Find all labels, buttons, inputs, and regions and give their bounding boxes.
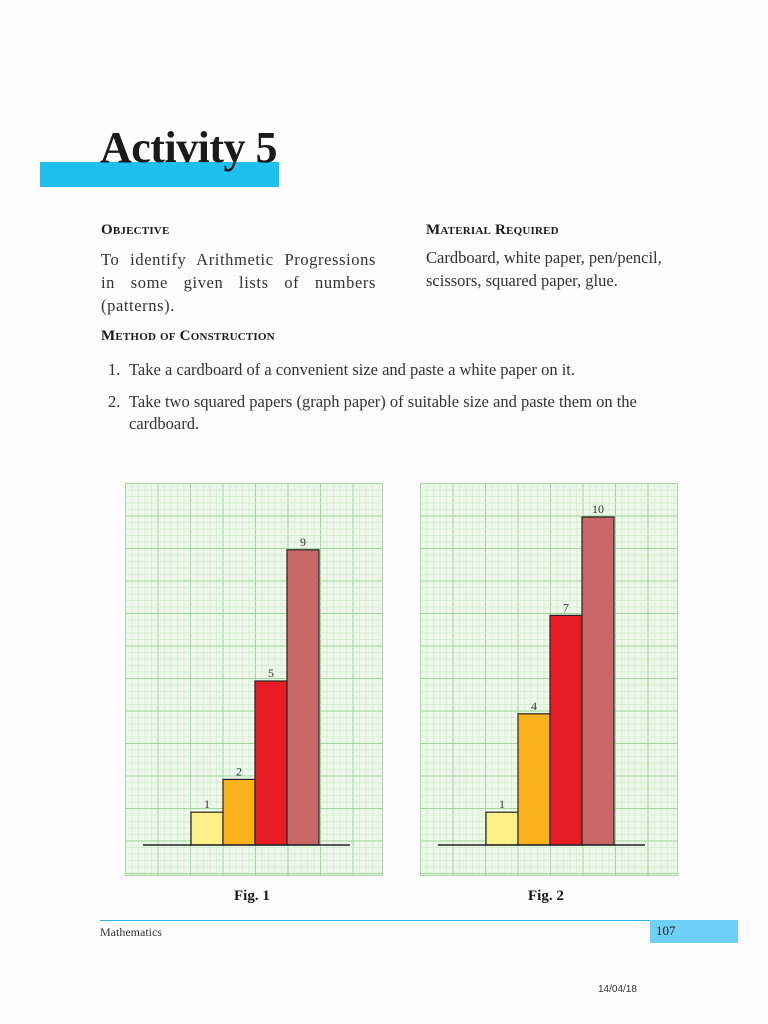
footer-subject: Mathematics [100, 925, 162, 939]
bar-label-9: 9 [300, 534, 306, 549]
bar-7 [550, 615, 582, 845]
bar-1 [191, 812, 223, 845]
method-steps [108, 359, 688, 445]
bar-label-10: 10 [592, 502, 604, 516]
material-heading: Material Required [426, 222, 559, 238]
figure-1-chart [125, 483, 383, 876]
material-text: Cardboard, white paper, pen/pencil, scissors, squared paper, glue. [426, 248, 662, 290]
figure-1-svg [125, 483, 383, 876]
step-text: Take two squared papers (graph paper) of suitable size and paste them on the cardboard. [129, 392, 637, 433]
bar-9 [287, 550, 319, 845]
figure-2-chart [420, 483, 678, 876]
page-number-box [650, 920, 738, 943]
page-title: Activity 5 [100, 123, 278, 172]
bar-10 [582, 517, 614, 845]
bar-label-4: 4 [531, 698, 537, 713]
page-number: 107 [656, 923, 676, 938]
bar-label-1: 1 [499, 797, 505, 812]
objective-heading: Objective [101, 222, 170, 238]
bar-label-7: 7 [563, 600, 569, 615]
step-number: 1. [108, 360, 121, 379]
bar-4 [518, 714, 550, 845]
print-date: 14/04/18 [598, 984, 637, 995]
bar-label-1: 1 [204, 797, 210, 812]
figure-2-svg [420, 483, 678, 876]
bar-1 [486, 812, 518, 845]
step-number: 2. [108, 392, 121, 411]
figure-1-caption: Fig. 1 [234, 888, 270, 904]
bar-5 [255, 681, 287, 845]
figure-2-caption: Fig. 2 [528, 888, 564, 904]
method-heading: Method of Construction [101, 328, 275, 344]
method-step-1 [108, 359, 688, 381]
bar-label-2: 2 [236, 764, 242, 779]
bar-2 [223, 779, 255, 845]
step-text: Take a cardboard of a convenient size and paste a white paper on it. [129, 360, 575, 379]
objective-text: To identify Arithmetic Progressions in some given lists of numbers (patterns). [101, 250, 376, 315]
method-step-2 [108, 391, 688, 435]
footer-divider [100, 920, 650, 921]
bar-label-5: 5 [268, 666, 274, 680]
